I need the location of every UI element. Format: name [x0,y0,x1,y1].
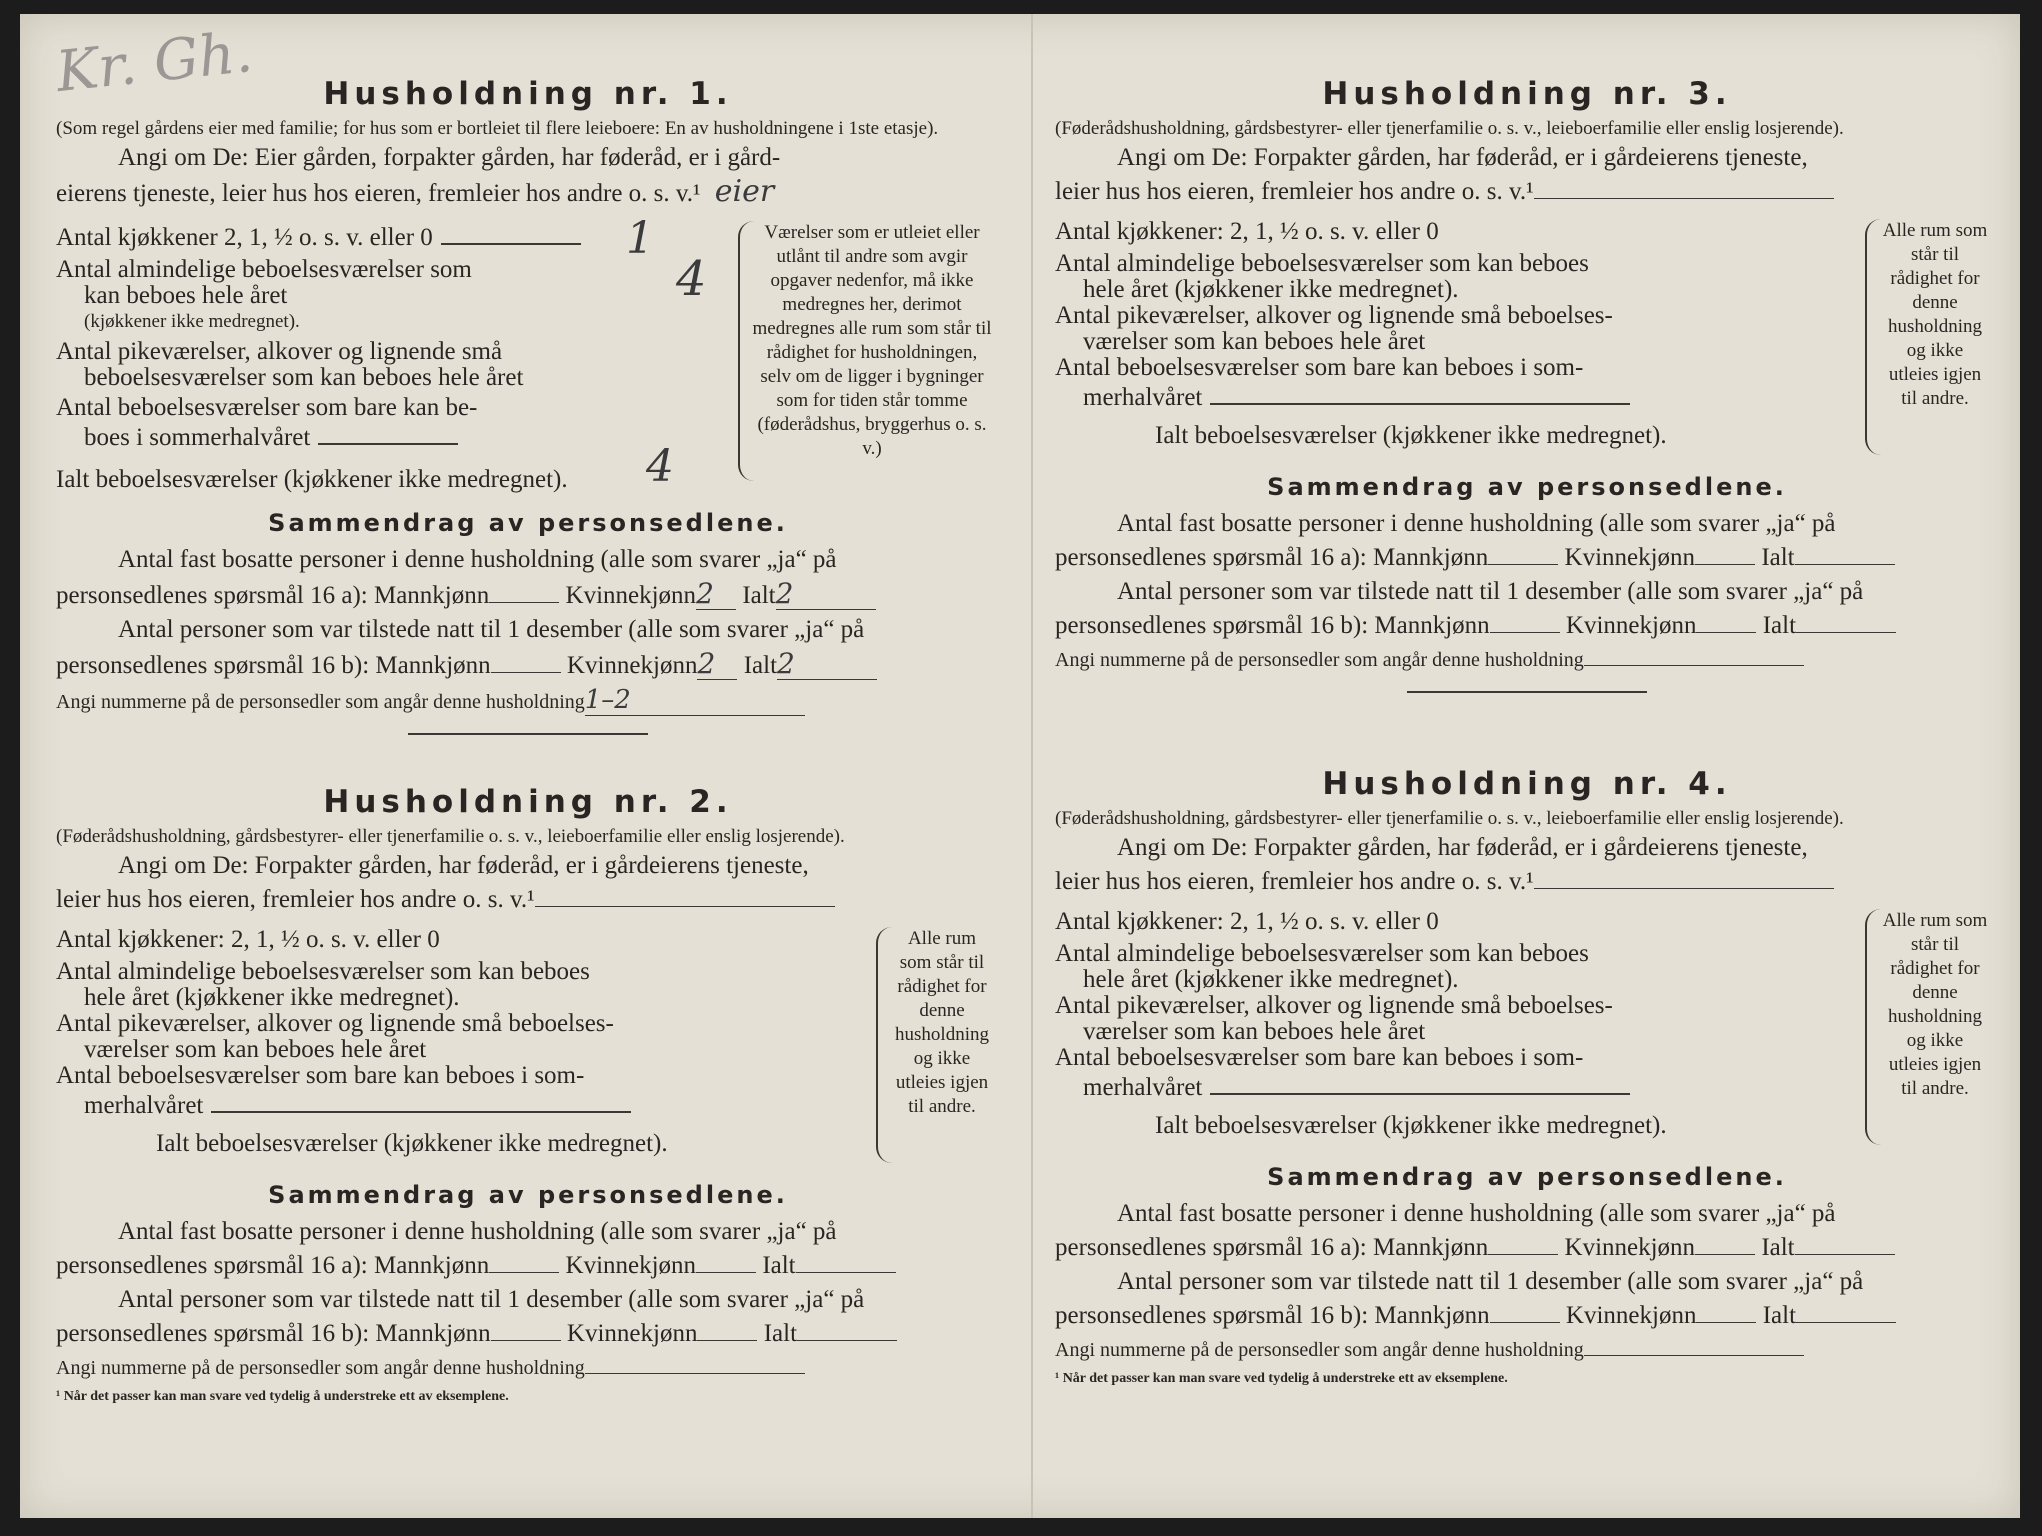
row-sommer-2 [1055,1071,1999,1101]
row-sommer-2-label: merhalvåret [1083,384,1203,411]
row-pike-1: Antal pikeværelser, alkover og lignende små beboelses- [56,1010,614,1037]
row-pike-1: Antal pikeværelser, alkover og lignende små beboelses- [1055,992,1613,1019]
label-16a: personsedlenes spørsmål 16 a): Mannkjønn [1055,1234,1489,1261]
household-note: (Føderådshusholdning, gårdsbestyrer- eller tjenerfamilie o. s. v., leieboerfamilie eller enslig losjerende). [56,826,845,847]
hw-ialt-16b: 2 [777,649,877,680]
blank-mann [491,672,561,673]
summary-16a-line: Antal fast bosatte personer i denne husholdning (alle som svarer „ja“ på [118,546,837,573]
nummerne-line [56,1353,1000,1383]
row-kjokkener: Antal kjøkkener: 2, 1, ½ o. s. v. eller 0 [56,926,440,953]
row-ialt-label: Ialt beboelsesværelser (kjøkkener ikke medregnet). [1155,1112,1667,1139]
blank-mann [489,602,559,603]
blank-kvinne [1695,1254,1755,1255]
footnote: ¹ Når det passer kan man svare ved tydelig å understreke ett av eksemplene. [1055,1371,1508,1386]
summary-title: Sammendrag av personsedlene. [268,509,788,537]
section-divider [408,733,648,735]
label-16a: personsedlenes spørsmål 16 a): Mannkjønn [1055,544,1489,571]
hw-kvinne-16a: 2 [696,579,736,610]
household-2 [56,784,1000,1405]
household-title: Husholdning nr. 4. [1322,766,1732,802]
row-ialt-label: Ialt beboelsesværelser (kjøkkener ikke medregnet). [156,1130,668,1157]
nummerne-line [1055,645,1999,675]
label-16b: personsedlenes spørsmål 16 b): Mannkjønn [56,1320,491,1347]
blank-ialt [1796,1322,1896,1323]
label-kvinne: Kvinnekjønn [565,582,697,609]
label-kvinne: Kvinnekjønn [565,1252,697,1279]
label-ialt: Ialt [1761,544,1795,571]
angi-line-1: Angi om De: Forpakter gården, har føderåd, er i gårdeierens tjeneste, [1117,144,1808,171]
label-kvinne: Kvinnekjønn [1565,1302,1697,1329]
row-ialt [1055,1113,1999,1139]
summary-title: Sammendrag av personsedlene. [1267,473,1787,501]
blank-kvinne [1696,632,1756,633]
household-title: Husholdning nr. 1. [323,76,733,112]
label-16b: personsedlenes spørsmål 16 b): Mannkjønn [1055,1302,1490,1329]
angi-line-1: Angi om De: Eier gården, forpakter gården, har føderåd, er i gård- [118,144,781,171]
angi-line-2 [1055,867,1999,897]
household-4 [1055,766,1999,1387]
angi-handwritten-answer: eier [714,174,775,209]
row-ialt-label: Ialt beboelsesværelser (kjøkkener ikke medregnet). [56,466,568,493]
blank-nummerne [1584,1355,1804,1356]
left-page [56,14,1000,1518]
row-sommer-2-label: boes i sommerhalvåret [84,424,311,451]
blank-kvinne [1695,564,1755,565]
fill-sommer [1210,381,1630,405]
row-alm-2: hele året (kjøkkener ikke medregnet). [84,984,460,1011]
census-form-sheet [20,14,2020,1518]
summary-16b-fields [1055,611,1999,641]
fill-kjokkener [441,221,581,245]
row-pike-2: beboelsesværelser som kan beboes hele året [84,364,524,391]
label-16a: personsedlenes spørsmål 16 a): Mannkjønn [56,582,490,609]
angi-line-2 [56,174,1000,209]
summary-16a-line: Antal fast bosatte personer i denne husholdning (alle som svarer „ja“ på [1117,1200,1836,1227]
row-ialt [56,1131,1000,1157]
hw-ialt: 4 [646,441,674,492]
row-kjokkener: Antal kjøkkener: 2, 1, ½ o. s. v. eller 0 [1055,218,1439,245]
summary-16a-fields [1055,543,1999,573]
summary-16b-fields [56,1319,1000,1349]
blank-nummerne [585,1373,805,1374]
rooms-block [1055,219,1999,455]
summary-16b-line: Antal personer som var tilstede natt til 1 desember (alle som svarer „ja“ på [118,616,865,643]
angi-line-2-text: leier hus hos eieren, fremleier hos andre o. s. v.¹ [1055,868,1534,895]
blank-kvinne [696,1272,756,1273]
row-pike-2: værelser som kan beboes hele året [1083,1018,1426,1045]
side-note: Alle rum som står til rådighet for denne husholdning og ikke utleies igjen til andre. [895,928,989,1117]
summary-16a-fields [1055,1233,1999,1263]
fill-sommer [318,421,458,445]
label-ialt: Ialt [762,1252,796,1279]
rooms-block [56,213,1000,493]
side-note: Værelser som er utleiet eller utlånt til andre som avgir opgaver nedenfor, må ikke medregnes her, derimot medregnes alle rum som står til rådighet for husholdningen, selv om de ligger i bygninger som for tiden står tomme (føderådshus, bryggerhus o. s. v.) [752,222,992,459]
angi-line-2-text: leier hus hos eieren, fremleier hos andre o. s. v.¹ [56,886,535,913]
right-page [1055,14,1999,1518]
row-alm-1: Antal almindelige beboelsesværelser som [56,256,472,283]
corner-handwritten-mark: Kr. Gh. [53,19,256,106]
blank-kvinne [1696,1322,1756,1323]
blank-ialt [797,1340,897,1341]
label-kvinne: Kvinnekjønn [1564,544,1696,571]
label-kvinne: Kvinnekjønn [566,652,698,679]
household-note: (Føderådshusholdning, gårdsbestyrer- eller tjenerfamilie o. s. v., leieboerfamilie eller enslig losjerende). [1055,118,1844,139]
nummerne-label: Angi nummerne på de personsedler som angår denne husholdning [56,1357,585,1379]
household-1 [56,76,1000,751]
summary-16a-line: Antal fast bosatte personer i denne husholdning (alle som svarer „ja“ på [1117,510,1836,537]
row-alm-2: kan beboes hele året [84,282,288,309]
row-pike-2: værelser som kan beboes hele året [1083,328,1426,355]
row-sommer-2 [56,1089,1000,1119]
label-16a: personsedlenes spørsmål 16 a): Mannkjønn [56,1252,490,1279]
blank-mann [1490,1322,1560,1323]
blank-ialt [1795,1254,1895,1255]
label-ialt: Ialt [763,1320,798,1347]
label-ialt: Ialt [743,652,778,679]
row-alm-1: Antal almindelige beboelsesværelser som kan beboes [56,958,590,985]
angi-line-1: Angi om De: Forpakter gården, har føderåd, er i gårdeierens tjeneste, [1117,834,1808,861]
rooms-block [1055,909,1999,1145]
household-note: (Føderådshusholdning, gårdsbestyrer- eller tjenerfamilie o. s. v., leieboerfamilie eller enslig losjerende). [1055,808,1844,829]
row-sommer-1: Antal beboelsesværelser som bare kan be- [56,394,478,421]
row-alm-1: Antal almindelige beboelsesværelser som kan beboes [1055,250,1589,277]
label-kvinne: Kvinnekjønn [566,1320,698,1347]
fill-sommer [1210,1071,1630,1095]
hw-ialt-16a: 2 [776,579,876,610]
summary-16a-fields [56,579,1000,611]
row-alm-2: hele året (kjøkkener ikke medregnet). [1083,276,1459,303]
label-ialt: Ialt [1762,1302,1797,1329]
row-sommer-1: Antal beboelsesværelser som bare kan beboes i som- [56,1062,585,1089]
row-kjokkener: Antal kjøkkener: 2, 1, ½ o. s. v. eller 0 [1055,908,1439,935]
row-ialt [1055,423,1999,449]
fill-sommer [211,1089,631,1113]
row-alm-3: (kjøkkener ikke medregnet). [84,311,300,332]
label-16b: personsedlenes spørsmål 16 b): Mannkjønn [56,652,491,679]
hw-nummerne: 1–2 [585,685,805,716]
blank-angi [535,906,835,907]
label-16b: personsedlenes spørsmål 16 b): Mannkjønn [1055,612,1490,639]
angi-line-1: Angi om De: Forpakter gården, har føderåd, er i gårdeierens tjeneste, [118,852,809,879]
summary-16a-fields [56,1251,1000,1281]
summary-16b-line: Antal personer som var tilstede natt til 1 desember (alle som svarer „ja“ på [1117,578,1864,605]
household-note: (Som regel gårdens eier med familie; for hus som er bortleiet til flere leieboere: En av husholdningene i 1ste etasje). [56,118,939,139]
blank-mann [1490,632,1560,633]
nummerne-label: Angi nummerne på de personsedler som angår denne husholdning [56,691,585,713]
label-ialt: Ialt [742,582,776,609]
blank-kvinne [697,1340,757,1341]
row-ialt [56,467,1000,493]
blank-angi [1534,198,1834,199]
hw-kjokkener: 1 [626,213,654,264]
rooms-block [56,927,1000,1163]
section-divider [1407,691,1647,693]
blank-angi [1534,888,1834,889]
row-pike-1: Antal pikeværelser, alkover og lignende små beboelses- [1055,302,1613,329]
summary-title: Sammendrag av personsedlene. [1267,1163,1787,1191]
summary-16a-line: Antal fast bosatte personer i denne husholdning (alle som svarer „ja“ på [118,1218,837,1245]
row-sommer-2 [1055,381,1999,411]
side-note: Alle rum som står til rådighet for denne husholdning og ikke utleies igjen til andre. [1882,220,1988,409]
blank-mann [491,1340,561,1341]
household-3 [1055,76,1999,709]
blank-nummerne [1584,665,1804,666]
summary-16b-line: Antal personer som var tilstede natt til 1 desember (alle som svarer „ja“ på [1117,1268,1864,1295]
blank-mann [1488,564,1558,565]
label-ialt: Ialt [1762,612,1797,639]
row-sommer-2-label: merhalvåret [1083,1074,1203,1101]
hw-alm: 4 [676,251,707,307]
row-sommer-1: Antal beboelsesværelser som bare kan beboes i som- [1055,354,1584,381]
row-sommer-2-label: merhalvåret [84,1092,204,1119]
row-pike-2: værelser som kan beboes hele året [84,1036,427,1063]
summary-16b-fields [56,649,1000,681]
page-fold [1031,14,1033,1518]
blank-mann [489,1272,559,1273]
angi-line-2 [1055,177,1999,207]
blank-ialt [796,1272,896,1273]
household-title: Husholdning nr. 2. [323,784,733,820]
summary-16b-fields [1055,1301,1999,1331]
side-note: Alle rum som står til rådighet for denne husholdning og ikke utleies igjen til andre. [1882,910,1988,1099]
angi-line-2-text: eierens tjeneste, leier hus hos eieren, fremleier hos andre o. s. v.¹ [56,180,701,207]
row-kjokkener-label: Antal kjøkkener 2, 1, ½ o. s. v. eller 0 [56,224,433,251]
label-ialt: Ialt [1761,1234,1795,1261]
blank-ialt [1796,632,1896,633]
blank-ialt [1795,564,1895,565]
nummerne-label: Angi nummerne på de personsedler som angår denne husholdning [1055,1339,1584,1361]
row-pike-1: Antal pikeværelser, alkover og lignende små [56,338,503,365]
row-alm-1: Antal almindelige beboelsesværelser som kan beboes [1055,940,1589,967]
label-kvinne: Kvinnekjønn [1564,1234,1696,1261]
angi-line-2 [56,885,1000,915]
nummerne-label: Angi nummerne på de personsedler som angår denne husholdning [1055,649,1584,671]
household-title: Husholdning nr. 3. [1322,76,1732,112]
summary-16b-line: Antal personer som var tilstede natt til 1 desember (alle som svarer „ja“ på [118,1286,865,1313]
row-sommer-1: Antal beboelsesværelser som bare kan beboes i som- [1055,1044,1584,1071]
summary-title: Sammendrag av personsedlene. [268,1181,788,1209]
row-ialt-label: Ialt beboelsesværelser (kjøkkener ikke medregnet). [1155,422,1667,449]
angi-line-2-text: leier hus hos eieren, fremleier hos andre o. s. v.¹ [1055,178,1534,205]
row-alm-2: hele året (kjøkkener ikke medregnet). [1083,966,1459,993]
label-kvinne: Kvinnekjønn [1565,612,1697,639]
footnote: ¹ Når det passer kan man svare ved tydelig å understreke ett av eksemplene. [56,1389,509,1404]
nummerne-line [1055,1335,1999,1365]
blank-mann [1488,1254,1558,1255]
nummerne-line [56,685,1000,717]
hw-kvinne-16b: 2 [697,649,737,680]
